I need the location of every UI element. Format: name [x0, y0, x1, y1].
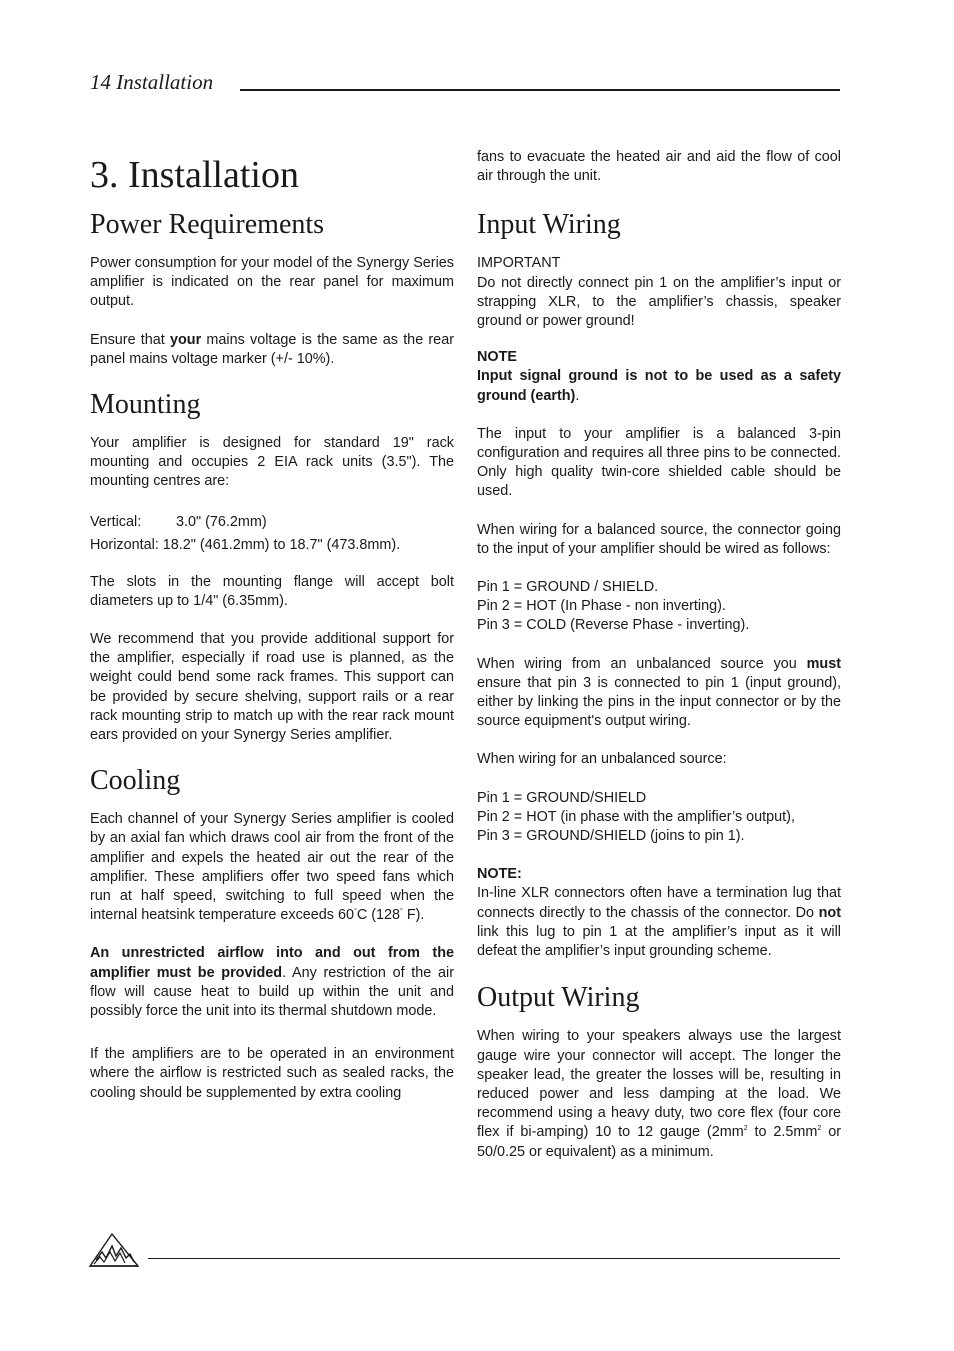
input-wiring-heading: Input Wiring: [477, 209, 621, 241]
cooling-paragraph-1: Each channel of your Synergy Series amplifier is cooled by an axial fan which draws cool air from the front of the amplifier and expels the heated air out the rear of the amplifier. These amplifiers offer two speed fans which run at half speed, switching to full speed when the internal heatsink temperature exceeds 60°C (128° F).: [90, 811, 454, 924]
mounting-centres: [90, 511, 454, 558]
mounting-horizontal: Horizontal: 18.2" (461.2mm) to 18.7" (473.8mm).: [90, 537, 401, 554]
note-block: [477, 348, 841, 406]
left-column: [90, 150, 454, 1122]
list-item: Pin 3 = COLD (Reverse Phase - inverting).: [477, 617, 750, 634]
unbalanced-paragraph: When wiring from an unbalanced source you must ensure that pin 3 is connected to pin 1 (input ground), either by linking the pins in the input connector or by the source equipment's output wiring.: [477, 655, 841, 730]
note2-text: In-line XLR connectors often have a termination lug that connects directly to the chassis of the connector. Do not link this lug to pin 1 at the amplifier’s input as it will defeat the amplifier’s input grounding scheme.: [477, 885, 841, 960]
power-requirements-heading: Power Requirements: [90, 209, 325, 240]
balanced-input-paragraph: The input to your amplifier is a balanced 3-pin configuration and requires all three pins to be connected. Only high quality twin-core shielded cable should be used.: [477, 425, 841, 500]
cooling-paragraph-3-continued: fans to evacuate the heated air and aid the flow of cool air through the unit.: [477, 149, 841, 185]
note-text: Input signal ground is not to be used as a safety ground (earth).: [477, 368, 841, 404]
list-item: Pin 1 = GROUND/SHIELD: [477, 789, 647, 806]
power-paragraph-2: Ensure that your mains voltage is the same as the rear panel mains voltage marker (+/- 10%).: [90, 331, 454, 367]
balanced-source-paragraph: When wiring for a balanced source, the connector going to the input of your amplifier should be wired as follows:: [477, 521, 841, 557]
cooling-heading: Cooling: [90, 765, 181, 797]
mounting-vertical: Vertical: 3.0" (76.2mm): [90, 513, 267, 530]
unbalanced-source-paragraph: When wiring for an unbalanced source:: [477, 751, 727, 768]
footer-rule: [148, 1258, 840, 1259]
list-item: Pin 3 = GROUND/SHIELD (joins to pin 1).: [477, 828, 745, 845]
important-text: Do not directly connect pin 1 on the amplifier’s input or strapping XLR, to the amplifier’s chassis, speaker ground or power ground!: [477, 274, 841, 330]
mounting-paragraph-1: Your amplifier is designed for standard 19" rack mounting and occupies 2 EIA rack units (3.5"). The mounting centres are:: [90, 435, 454, 490]
chapter-title: 3. Installation: [90, 154, 299, 196]
unbalanced-pin-list: [477, 789, 841, 847]
mounting-paragraph-2: The slots in the mounting flange will accept bolt diameters up to 1/4" (6.35mm).: [90, 573, 454, 609]
note-label: NOTE: [477, 349, 517, 366]
mounting-paragraph-3: We recommend that you provide additional support for the amplifier, especially if road use is planned, as the weight could bend some rack frames. This support can be provided by secure shelving, support rails or a rear rack mounting strip to match up with the rear rack mount ears provided on your Synergy Series amplifier.: [90, 631, 454, 744]
brand-logo-icon: [88, 1230, 140, 1273]
list-item: Pin 1 = GROUND / SHIELD.: [477, 579, 659, 596]
list-item: Pin 2 = HOT (In Phase - non inverting).: [477, 598, 726, 615]
power-paragraph-1: Power consumption for your model of the Synergy Series amplifier is indicated on the rear panel for maximum output.: [90, 255, 454, 310]
header-rule: [240, 89, 840, 91]
output-wiring-paragraph: When wiring to your speakers always use the largest gauge wire your connector will accept. The longer the speaker lead, the greater the losses will be, resulting in reduced power and less damping at the load. We recommend using a heavy duty, two core flex (four core flex if bi-amping) 10 to 12 gauge ($2mm^2$ to $2.5mm^2$ or 50/0.25 or equivalent) as a minimum.: [477, 1028, 841, 1160]
note2-label: NOTE:: [477, 866, 522, 883]
output-wiring-heading: Output Wiring: [477, 982, 640, 1014]
cooling-paragraph-3: If the amplifiers are to be operated in an environment where the airflow is restricted such as sealed racks, the cooling should be supplemented by extra cooling: [90, 1046, 454, 1101]
page-header-label: 14 Installation: [90, 70, 214, 94]
balanced-pin-list: [477, 578, 841, 636]
important-label: IMPORTANT: [477, 255, 561, 272]
important-block: [477, 254, 841, 331]
mounting-heading: Mounting: [90, 389, 201, 421]
cooling-paragraph-2: An unrestricted airflow into and out from the amplifier must be provided. Any restriction of the air flow will cause heat to build up within the unit and possibly force the unit into its thermal shutdown mode.: [90, 945, 454, 1020]
note2-block: [477, 865, 841, 961]
list-item: Pin 2 = HOT (in phase with the amplifier’s output),: [477, 808, 795, 825]
right-column: [477, 148, 841, 1181]
